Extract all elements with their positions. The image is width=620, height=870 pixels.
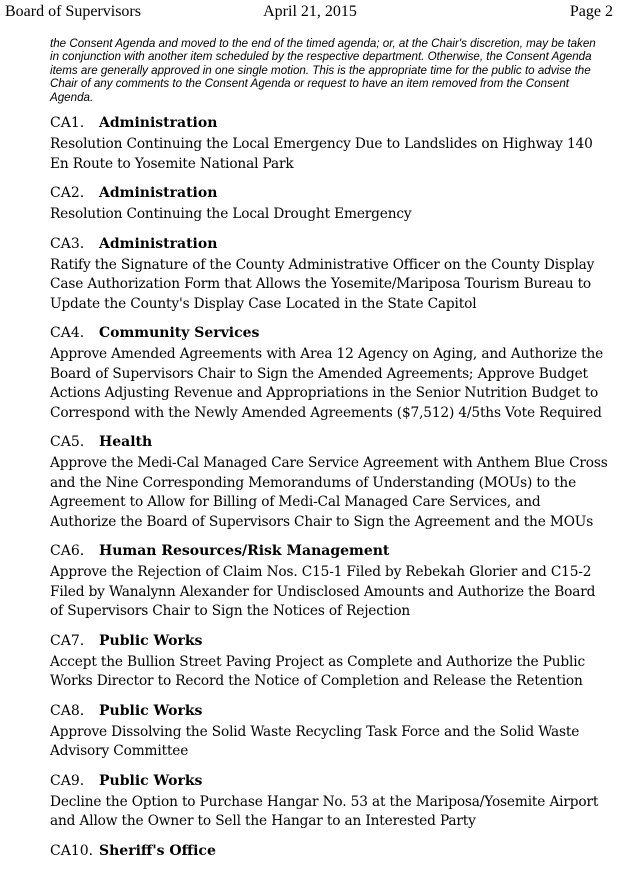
page-header [0, 3, 620, 25]
header-date: April 21, 2015 [263, 3, 357, 20]
item-code: CA7. [50, 632, 85, 649]
item-department: Community Services [99, 325, 260, 341]
item-department: Administration [99, 185, 218, 201]
item-description: Approve Dissolving the Solid Waste Recycling Task Force and the Solid Waste Advisory Committee [50, 723, 580, 759]
consent-agenda-intro: the Consent Agenda and moved to the end of the timed agenda; or, at the Chair's discretion, may be taken in conjunction with another item scheduled by the respective department. Otherwise, the Consent Agenda items are generally approved in one single motion. This is the appropriate time for the public to advise the Chair of any comments to the Consent Agenda or request to have an item removed from the Consent Agenda. [50, 37, 596, 104]
item-code: CA6. [50, 543, 85, 559]
consent-agenda-items [50, 113, 610, 870]
agenda-item-ca6 [50, 541, 610, 622]
item-department: Human Resources/Risk Management [99, 543, 390, 559]
item-code: CA1. [50, 115, 85, 131]
item-department: Public Works [99, 772, 203, 789]
item-department: Public Works [99, 702, 203, 719]
agenda-item-ca2 [50, 183, 610, 225]
item-department: Administration [99, 235, 218, 252]
item-code: CA3. [50, 235, 85, 252]
item-description: Approve Amended Agreements with Area 12 Agency on Aging, and Authorize the Board of Supervisors Chair to Sign the Amended Agreements; Approve Budget Actions Adjusting Revenue and Appropriations in the Senior Nutrition Budget to Correspond with the Newly Amended Agreements ($7,512) 4/5ths Vote Required [50, 346, 604, 421]
item-description: Decline the Option to Purchase Hangar No. 53 at the Mariposa/Yosemite Airport and Allow the Owner to Sell the Hangar to an Interested Party [50, 793, 599, 829]
item-code: CA2. [50, 185, 85, 201]
agenda-item-ca4 [50, 323, 610, 423]
agenda-item-ca9 [50, 771, 610, 832]
item-department: Health [99, 434, 153, 450]
item-code: CA5. [50, 434, 85, 450]
item-code: CA9. [50, 772, 85, 789]
agenda-item-ca5 [50, 432, 610, 532]
item-description: Approve the Rejection of Claim Nos. C15-1 Filed by Rebekah Glorier and C15-2 Filed by Wanalynn Alexander for Undisclosed Amounts and Authorize the Board of Supervisors Chair to Sign the Notices of Rejection [50, 564, 596, 619]
item-description: Accept the Bullion Street Paving Project as Complete and Authorize the Public Works Director to Record the Notice of Completion and Release the Retention [50, 653, 586, 689]
header-board-name: Board of Supervisors [5, 3, 141, 20]
agenda-item-ca7 [50, 631, 610, 692]
agenda-item-ca8 [50, 701, 610, 762]
agenda-item-ca3 [50, 234, 610, 315]
item-description: Ratify the Signature of the County Administrative Officer on the County Display Case Authorization Form that Allows the Yosemite/Mariposa Tourism Bureau to Update the County's Display Case Located in the State Capitol [50, 256, 595, 312]
item-code: CA10. [50, 842, 94, 859]
item-description: Resolution Continuing the Local Emergency Due to Landslides on Highway 140 En Route to Yosemite National Park [50, 136, 593, 172]
item-department: Sheriff's Office [99, 842, 216, 859]
header-page-number: Page 2 [569, 3, 613, 20]
item-code: CA8. [50, 702, 85, 719]
item-department: Public Works [99, 632, 203, 649]
agenda-item-ca1 [50, 113, 610, 174]
item-description: Approve the Medi-Cal Managed Care Service Agreement with Anthem Blue Cross and the Nine Corresponding Memorandums of Understanding (MOUs) to the Agreement to Allow for Billing of Medi-Cal Managed Care Services, and Authorize the Board of Supervisors Chair to Sign the Agreement and the MOUs [50, 455, 608, 530]
item-department: Administration [99, 115, 218, 131]
item-code: CA4. [50, 325, 85, 341]
agenda-item-ca10 [50, 841, 610, 861]
item-description: Resolution Continuing the Local Drought Emergency [50, 206, 412, 222]
